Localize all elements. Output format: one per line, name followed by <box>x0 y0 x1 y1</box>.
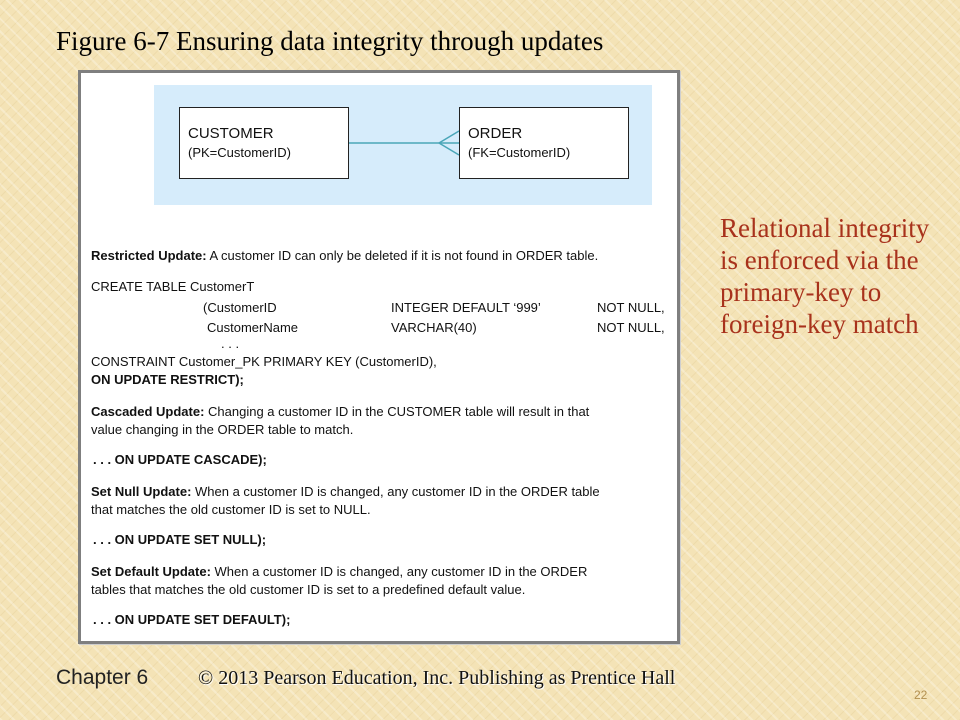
sql-col2-row <box>91 319 681 337</box>
sql-col1-row <box>91 299 681 317</box>
cascaded-label: Cascaded Update: <box>91 404 205 419</box>
set-null-text-2: that matches the old customer ID is set to NULL. <box>91 502 371 517</box>
entity-customer <box>179 107 349 179</box>
cascaded-update <box>91 403 589 421</box>
restricted-update <box>91 247 598 265</box>
cascaded-text-1: Changing a customer ID in the CUSTOMER table will result in that <box>204 404 590 419</box>
set-null-text-1: When a customer ID is changed, any customer ID in the ORDER table <box>191 484 600 499</box>
set-default-text-1: When a customer ID is changed, any customer ID in the ORDER <box>210 564 588 579</box>
set-default-update <box>91 563 587 581</box>
set-default-text-2: tables that matches the old customer ID is set to a predefined default value. <box>91 582 526 597</box>
figure-panel <box>78 70 680 644</box>
entity-order <box>459 107 629 179</box>
set-null-label: Set Null Update: <box>91 484 192 499</box>
sql-col1-name: (CustomerID <box>203 300 277 315</box>
sql-col2-null: NOT NULL, <box>597 320 665 335</box>
cascaded-code: . . . ON UPDATE CASCADE); <box>93 452 267 467</box>
set-null-code: . . . ON UPDATE SET NULL); <box>93 532 267 547</box>
sql-col2-type: VARCHAR(40) <box>391 320 477 335</box>
entity-order-name: ORDER <box>468 125 523 142</box>
restricted-label: Restricted Update: <box>91 248 207 263</box>
sql-create: CREATE TABLE CustomerT <box>91 279 255 294</box>
side-note: Relational integrity is enforced via the primary-key to foreign-key match <box>720 213 930 339</box>
set-null-update <box>91 483 600 501</box>
entity-customer-name: CUSTOMER <box>188 125 274 142</box>
sql-on-update-restrict: ON UPDATE RESTRICT); <box>91 372 244 387</box>
er-diagram <box>154 85 652 205</box>
slide-title: Figure 6-7 Ensuring data integrity through updates <box>56 26 604 56</box>
footer-chapter: Chapter 6 <box>56 666 149 689</box>
entity-customer-key: (PK=CustomerID) <box>188 145 291 160</box>
set-default-code: . . . ON UPDATE SET DEFAULT); <box>93 612 291 627</box>
sql-ellipsis: . . . <box>221 336 240 351</box>
page-number: 22 <box>914 688 928 702</box>
restricted-text: A customer ID can only be deleted if it is not found in ORDER table. <box>206 248 599 263</box>
sql-col2-name: CustomerName <box>207 320 299 335</box>
cascaded-text-2: value changing in the ORDER table to match. <box>91 422 354 437</box>
footer-copyright: © 2013 Pearson Education, Inc. Publishing as Prentice Hall <box>198 667 676 689</box>
sql-constraint: CONSTRAINT Customer_PK PRIMARY KEY (CustomerID), <box>91 354 437 369</box>
entity-order-key: (FK=CustomerID) <box>468 145 571 160</box>
sql-col1-null: NOT NULL, <box>597 300 665 315</box>
sql-col1-type: INTEGER DEFAULT ‘999’ <box>391 300 541 315</box>
set-default-label: Set Default Update: <box>91 564 211 579</box>
